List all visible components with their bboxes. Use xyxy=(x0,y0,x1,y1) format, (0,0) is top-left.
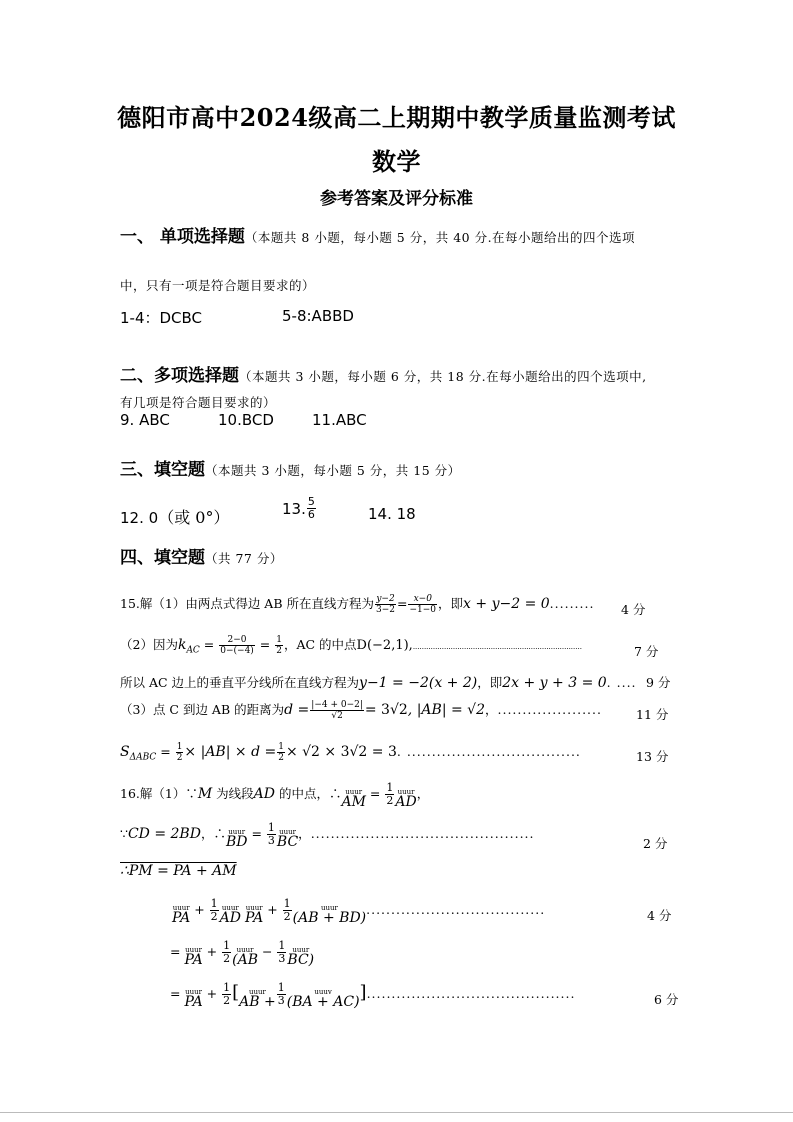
perp-bisector-eq: y−1 = −2(x + 2) xyxy=(359,675,478,691)
fraction-numerator: 1 xyxy=(277,981,285,994)
vector-label: PA xyxy=(184,952,203,968)
equals-sign: = xyxy=(247,826,266,841)
vector-arrow-icon: uuur xyxy=(279,828,296,836)
leader-dots: ............................................................................ xyxy=(412,643,582,651)
fraction-denominator: 2 xyxy=(278,753,284,763)
q15-fraction-5 xyxy=(310,700,364,721)
q16-third-3 xyxy=(277,982,286,1007)
q15-score-11: 11 分 xyxy=(636,707,669,722)
q15-line-2: （2）因为$k_{AC}$ = $\frac{2-0}{0-(-4)}$ = $\frac{1}{2}$ ，AC 的中点D(−2,1),............................................................................ xyxy=(120,635,582,656)
q15-l3-text: 所以 AC 边上的垂直平分线所在直线方程为 xyxy=(120,675,360,690)
vector-label: PA xyxy=(245,910,264,926)
fraction-numerator: y−2 xyxy=(376,594,395,604)
section-1-label: 一、 单项选择题 xyxy=(120,227,245,247)
section-4-note: （共 77 分） xyxy=(205,551,283,566)
plus-sign: + xyxy=(190,902,209,917)
plus-sign: + xyxy=(202,944,222,959)
answer-13-fraction xyxy=(307,496,316,521)
area-expr-1: × |AB| × d = xyxy=(184,744,277,760)
q15-half-1 xyxy=(176,742,184,763)
vector-arrow-icon: uuur xyxy=(397,788,415,796)
q15-l2-mid: ，AC 的中点 xyxy=(283,637,357,652)
vector-arrow-icon: uuur xyxy=(185,988,203,996)
cd-relation: CD = 2BD xyxy=(127,826,201,842)
section-1-note: （本题共 8 小题，每小题 5 分，共 40 分.在每小题给出的四个选项 xyxy=(244,230,636,245)
leader-dots: ..................... xyxy=(497,702,602,717)
equals-sign: = xyxy=(170,986,185,1001)
vector-ba-ac xyxy=(286,987,360,1010)
section-2-note-cont: 有几项是符合题目要求的） xyxy=(120,395,277,410)
answer-14: 14. 18 xyxy=(368,505,416,523)
fraction-numerator: 1 xyxy=(283,897,291,910)
vector-label: (BA + AC) xyxy=(286,994,360,1010)
vector-label: (AB xyxy=(232,952,258,968)
vector-ab xyxy=(232,945,258,968)
q15-line-5 xyxy=(120,742,581,763)
fraction-numerator: 1 xyxy=(223,939,231,952)
q15-l4-text: （3）点 C 到边 AB 的距离为 xyxy=(120,702,285,717)
vector-arrow-icon: uuur xyxy=(292,946,310,954)
vector-label: BD xyxy=(225,834,248,850)
comma: ， xyxy=(298,826,311,841)
q15-l1-result: x + y−2 = 0 xyxy=(463,596,550,612)
q16-half-5 xyxy=(222,982,231,1007)
section-4-label: 四、填空题 xyxy=(120,548,205,568)
vector-pa xyxy=(184,987,203,1010)
vector-arrow-icon: uuur xyxy=(172,904,190,912)
equals-sign: = xyxy=(397,596,408,611)
section-3-label: 三、填空题 xyxy=(120,460,205,480)
fraction-numerator: 1 xyxy=(278,742,284,752)
page-bottom-divider xyxy=(0,1112,793,1113)
vector-label: BC) xyxy=(287,952,315,968)
fraction-numerator: 1 xyxy=(210,897,218,910)
answer-12-num: 12. xyxy=(120,509,144,527)
equals-sign: = xyxy=(170,944,185,959)
comma: ， xyxy=(485,702,498,717)
plus-sign: + xyxy=(263,902,282,917)
segment-ad: AD xyxy=(253,786,276,802)
vector-arrow-icon: uuur xyxy=(228,828,246,836)
q16-half-3 xyxy=(283,898,292,923)
vector-label: PA xyxy=(172,910,191,926)
fraction-numerator: 1 xyxy=(276,635,282,645)
leader-dots: .......................................... xyxy=(366,986,576,1001)
q16-score-4: 4 分 xyxy=(647,908,672,923)
vector-bd xyxy=(225,827,248,850)
ab-length: , |AB| = √2 xyxy=(407,702,485,718)
section-2-label: 二、多项选择题 xyxy=(120,366,239,386)
vector-arrow-icon: uuur xyxy=(236,946,254,954)
fraction-numerator: 5 xyxy=(307,495,315,508)
fraction-denominator: 3−2 xyxy=(376,605,395,615)
answer-key-subtitle: 参考答案及评分标准 xyxy=(320,189,473,209)
equals-sign: = xyxy=(156,744,175,759)
q15-line-1 xyxy=(120,594,594,615)
vector-label: PA xyxy=(184,994,203,1010)
section-2-heading xyxy=(120,361,647,386)
fraction-denominator: 2 xyxy=(223,952,231,965)
fraction-numerator: |−4 + 0−2| xyxy=(311,700,363,710)
fraction-denominator: 6 xyxy=(307,508,315,521)
q16-half-2 xyxy=(210,898,219,923)
q16-line-5 xyxy=(170,939,315,968)
q15-l3-mid: ，即 xyxy=(477,675,503,690)
subject-title: 数学 xyxy=(372,147,421,176)
area-symbol: S xyxy=(120,744,130,760)
q16-l2-mid: ，∴ xyxy=(200,826,226,841)
distance-symbol: d = xyxy=(284,702,310,718)
q16-l1-mid: 为线段 xyxy=(212,786,254,801)
q15-score-4: 4 分 xyxy=(621,602,646,617)
q16-line-4 xyxy=(172,897,546,926)
document-title: 德阳市高中2024级高二上期期中教学质量监测考试 xyxy=(117,103,676,132)
q16-third-2 xyxy=(277,940,286,965)
vector-label: AM xyxy=(341,794,366,810)
q15-l1-text: 15.解（1）由两点式得边 AB 所在直线方程为 xyxy=(120,596,374,611)
perp-bisector-result: 2x + y + 3 = 0 xyxy=(502,675,607,691)
fraction-denominator: 2 xyxy=(276,646,282,656)
vector-label: AB + xyxy=(239,994,276,1010)
vector-arrow-icon: uuur xyxy=(245,904,263,912)
vector-label: BC xyxy=(276,834,299,850)
answer-12-value: 0 xyxy=(148,509,159,527)
leader-dots: . .... xyxy=(606,675,637,690)
q16-line-6 xyxy=(170,981,576,1010)
q15-fraction-3 xyxy=(219,635,255,656)
answer-12-alt: （或 0°） xyxy=(158,508,230,527)
vector-arrow-icon: uuur xyxy=(185,946,203,954)
q16-third xyxy=(267,822,276,847)
section-4-heading xyxy=(120,543,283,568)
q15-score-7: 7 分 xyxy=(634,644,659,659)
q15-l2-text: （2）因为 xyxy=(120,637,178,652)
q15-score-9: 9 分 xyxy=(646,675,671,690)
answer-10: 10.BCD xyxy=(218,411,274,429)
fraction-denominator: √2 xyxy=(331,711,343,721)
vector-arrow-icon: uuuv xyxy=(314,988,332,996)
fraction-numerator: 1 xyxy=(278,939,286,952)
fraction-denominator: 3 xyxy=(267,834,275,847)
vector-ad xyxy=(219,903,242,926)
vector-arrow-icon: uuur xyxy=(249,988,266,996)
fraction-denominator: 2 xyxy=(223,994,231,1007)
fraction-denominator: 0−(−4) xyxy=(220,646,254,656)
section-1-heading xyxy=(120,222,635,247)
answer-5-8: 5-8:ABBD xyxy=(282,307,354,325)
answer-12 xyxy=(120,505,229,528)
fraction-numerator: 1 xyxy=(386,781,394,794)
q16-half-4 xyxy=(222,940,231,965)
fraction-denominator: 2 xyxy=(176,753,183,763)
q16-line-1 xyxy=(120,781,430,810)
answer-13 xyxy=(282,496,317,521)
q16-line-2 xyxy=(120,821,535,850)
vector-label: AD xyxy=(219,910,242,926)
answer-9: 9. ABC xyxy=(120,411,170,429)
q15-line-4 xyxy=(120,700,602,721)
fraction-denominator: −1−0 xyxy=(409,605,437,615)
fraction-numerator: 1 xyxy=(267,821,275,834)
section-3-heading xyxy=(120,455,461,480)
section-3-note: （本题共 3 小题，每小题 5 分，共 15 分） xyxy=(205,463,461,478)
fraction-numerator: 1 xyxy=(176,742,183,752)
q16-score-6: 6 分 xyxy=(654,992,679,1007)
fraction-denominator: 2 xyxy=(386,794,394,807)
q15-line-3 xyxy=(120,673,637,691)
area-subscript: ΔABC xyxy=(129,752,157,763)
vector-am xyxy=(341,787,366,810)
answer-11: 11.ABC xyxy=(312,411,367,429)
vector-label: AD xyxy=(395,794,417,810)
section-1-note-cont: 中，只有一项是符合题目要求的） xyxy=(120,278,316,293)
q16-l1-mid2: 的中点，∴ xyxy=(275,786,342,801)
q15-fraction-1 xyxy=(375,594,396,615)
vector-ab xyxy=(239,987,276,1010)
minus-sign: − xyxy=(258,944,277,959)
slope-subscript: AC xyxy=(186,645,200,656)
vector-bc xyxy=(276,827,299,850)
fraction-denominator: 2 xyxy=(210,910,218,923)
section-2-note: （本题共 3 小题，每小题 6 分，共 18 分.在每小题给出的四个选项中, xyxy=(239,369,647,384)
answer-1-4: 1-4：DCBC xyxy=(120,309,203,327)
fraction-denominator: 3 xyxy=(277,994,285,1007)
vector-pa xyxy=(184,945,203,968)
comma: ， xyxy=(416,786,430,801)
vector-arrow-icon: uuur xyxy=(221,904,239,912)
vector-pa-2 xyxy=(245,903,264,926)
q16-line-3: ∴PM = PA + AM xyxy=(120,863,237,879)
vector-label: (AB + BD) xyxy=(292,910,367,926)
vector-ab-bd xyxy=(292,903,367,926)
vector-arrow-icon: uuur xyxy=(320,904,338,912)
q16-score-2: 2 分 xyxy=(643,836,668,851)
midpoint-d: D(−2,1), xyxy=(356,638,413,653)
fraction-denominator: 3 xyxy=(278,952,286,965)
leader-dots: ......... xyxy=(549,596,595,611)
answer-13-num: 13. xyxy=(282,499,306,518)
q15-fraction-2 xyxy=(408,594,437,615)
vector-arrow-icon: uuur xyxy=(345,788,363,796)
fraction-denominator: 2 xyxy=(283,910,291,923)
fraction-numerator: 1 xyxy=(223,981,231,994)
vector-ad xyxy=(395,787,417,810)
point-m: M xyxy=(197,786,213,802)
vector-bc xyxy=(287,945,315,968)
vector-pa xyxy=(172,903,191,926)
q15-half-2 xyxy=(277,742,285,763)
slope-symbol: k xyxy=(177,637,187,653)
plus-sign: + xyxy=(202,986,222,1001)
leader-dots: ............................................. xyxy=(310,826,535,841)
area-expr-2: × √2 × 3√2 = 3 xyxy=(285,744,397,760)
fraction-numerator: x−0 xyxy=(408,594,437,605)
q15-score-13: 13 分 xyxy=(636,749,669,764)
leader-dots: . ................................... xyxy=(396,744,581,759)
leader-dots: .................................... xyxy=(366,902,546,917)
fraction-numerator: 2−0 xyxy=(219,635,255,646)
bracket-close: ] xyxy=(359,982,367,1003)
q16-half xyxy=(385,782,394,807)
distance-value: = 3√2 xyxy=(364,702,408,718)
q16-l1-text: 16.解（1）∵ xyxy=(120,786,198,801)
bracket-open: [ xyxy=(232,982,240,1003)
equals-sign: = xyxy=(365,786,385,801)
q15-l1-mid: ，即 xyxy=(438,596,464,611)
because-symbol: ∵ xyxy=(120,826,128,841)
q15-fraction-4 xyxy=(275,635,283,656)
